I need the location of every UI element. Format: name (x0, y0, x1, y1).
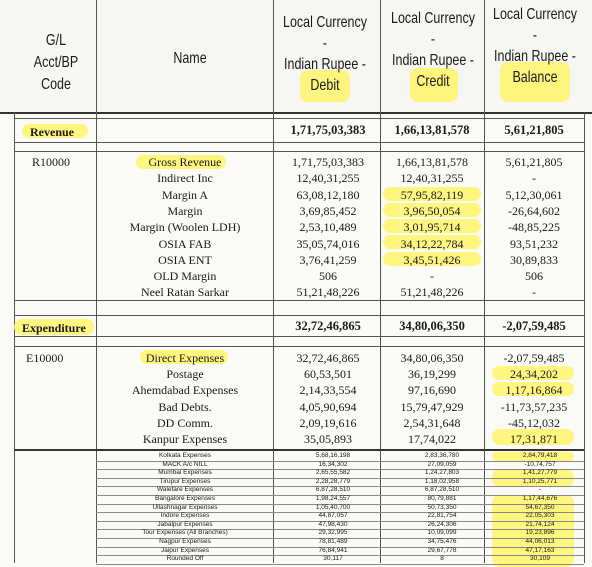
row-name: Jaipur Expenses (160, 546, 210, 554)
header-divider (96, 0, 97, 112)
row-balance: 21,74,124 (525, 520, 555, 528)
row-credit: 34,12,22,784 (400, 236, 464, 251)
row-credit: 12,40,31,255 (400, 171, 464, 186)
row-divider (14, 449, 584, 451)
row-balance: -26,64,602 (508, 203, 560, 218)
row-divider (14, 346, 584, 347)
row-debit: 16,34,302 (318, 460, 348, 468)
header-divider (273, 0, 274, 112)
row-debit: 30,117 (323, 555, 343, 563)
row-divider (14, 142, 584, 143)
row-name: Tour Expenses (All Branches) (142, 529, 228, 537)
row-balance: 44,06,013 (525, 538, 555, 545)
row-name: Gross Revenue (148, 155, 222, 169)
table-header (0, 0, 592, 114)
row-debit: 4,05,90,694 (299, 399, 357, 414)
row-debit: 63,08,12,180 (296, 187, 360, 202)
row-credit: 51,21,48,226 (400, 285, 464, 300)
row-balance: 5,12,30,061 (505, 187, 563, 202)
row-credit: 1,66,13,81,578 (396, 155, 468, 169)
row-credit: 27,09,059 (427, 460, 457, 468)
row-credit: 50,73,350 (427, 503, 457, 511)
row-balance: 1,41,27,779 (522, 469, 558, 477)
header-divider (484, 0, 485, 112)
row-debit: 35,05,893 (304, 432, 352, 446)
row-name: Kanpur Expenses (142, 432, 228, 446)
row-name: Direct Expenses (145, 351, 225, 365)
row-debit: 47,98,430 (318, 520, 348, 528)
row-debit: 5,68,16,198 (315, 452, 351, 459)
expenditure-balance: -2,07,59,485 (502, 319, 566, 333)
row-credit: 34,80,06,350 (400, 351, 464, 365)
row-name: MACK A/c NILL (162, 460, 208, 468)
row-balance: 506 (525, 269, 543, 284)
row-balance: 19,23,896 (525, 529, 555, 537)
row-name: Margin (Woolen LDH) (129, 220, 241, 235)
row-debit: 2,53,10,489 (299, 220, 357, 235)
row-debit: 2,14,33,554 (299, 383, 357, 398)
row-debit: 32,72,46,865 (296, 351, 360, 365)
row-name: Neel Ratan Sarkar (141, 285, 229, 300)
row-divider (14, 336, 584, 337)
row-balance: 24,34,202 (510, 367, 558, 382)
row-balance: 5,61,21,805 (505, 155, 563, 169)
row-balance: 1,10,25,771 (522, 477, 558, 485)
row-debit: 1,98,24,557 (315, 495, 351, 502)
row-name: Postage (166, 367, 204, 382)
row-name: Mumbai Expenses (158, 469, 212, 477)
row-name: Bad Debts. (158, 399, 212, 414)
row-credit: 8 (440, 555, 444, 563)
row-debit: 44,87,057 (318, 512, 348, 520)
row-credit: 2,54,31,648 (403, 415, 461, 430)
row-balance: 30,89,833 (510, 252, 558, 267)
row-divider (14, 315, 584, 316)
row-balance: 47,17,163 (525, 546, 555, 554)
row-balance: 93,51,232 (510, 236, 558, 251)
row-credit: 80,79,881 (427, 495, 457, 502)
column-divider (584, 112, 585, 563)
row-balance: 17,31,871 (510, 432, 558, 446)
row-debit: 29,32,995 (318, 529, 348, 537)
row-name: Margin (167, 203, 203, 218)
row-name: OLD Margin (153, 269, 217, 284)
row-debit: 1,05,40,700 (315, 503, 351, 511)
header-debit: Local Currency - Indian Rupee - Debit (283, 14, 367, 94)
header-name: Name (173, 50, 207, 67)
row-name: DD Comm. (156, 415, 213, 430)
row-name: Ahemdabad Expenses (131, 383, 239, 398)
row-credit: 22,81,754 (427, 512, 457, 520)
row-balance: -11,73,57,235 (500, 399, 568, 414)
row-credit: 97,16,690 (408, 383, 456, 398)
header-balance: Local Currency - Indian Rupee - Balance (493, 6, 577, 86)
row-balance: 54,67,350 (525, 503, 555, 511)
row-credit: 10,09,099 (427, 529, 457, 537)
row-divider (14, 118, 584, 119)
row-debit: 2,28,28,779 (315, 477, 351, 485)
row-balance: -48,85,225 (508, 220, 560, 235)
row-credit: - (430, 269, 434, 284)
row-credit: 36,19,299 (408, 367, 456, 382)
row-debit: 51,21,48,226 (296, 285, 360, 300)
row-debit: 1,71,75,03,383 (292, 155, 364, 169)
row-name: OSIA ENT (158, 252, 212, 267)
row-credit: 26,24,306 (427, 520, 457, 528)
row-credit: 3,01,95,714 (403, 220, 461, 235)
revenue-credit: 1,66,13,81,578 (394, 123, 470, 137)
column-divider (14, 112, 15, 563)
row-debit: 3,76,41,259 (299, 252, 357, 267)
row-name: Tirupur Expenses (159, 477, 211, 485)
row-credit: 15,79,47,929 (400, 399, 464, 414)
row-credit: 6,87,28,510 (424, 486, 460, 494)
header-divider (380, 0, 381, 112)
row-balance: - (532, 285, 536, 300)
row-name: Rounded Off (166, 555, 204, 563)
row-name: Ullashnagar Expenses (152, 503, 218, 511)
row-balance: 22,05,303 (525, 512, 555, 520)
row-balance: -2,07,59,485 (503, 351, 565, 365)
row-credit: 3,96,50,054 (403, 203, 461, 218)
revenue-label: Revenue (30, 125, 74, 139)
row-name: OSIA FAB (158, 236, 212, 251)
row-name: Indirect Inc (157, 171, 213, 186)
row-name: Bangalore Expenses (155, 495, 215, 502)
row-balance: 1,17,16,864 (505, 383, 563, 398)
row-balance: -10,74,757 (524, 460, 556, 468)
row-credit: 1,18,02,958 (424, 477, 460, 485)
row-debit: 2,65,55,582 (315, 469, 351, 477)
header-code: G/L Acct/BP Code (33, 32, 79, 93)
row-debit: 76,84,941 (318, 546, 348, 554)
row-credit: 17,74,022 (408, 432, 456, 446)
revenue-balance: 5,61,21,805 (504, 123, 564, 137)
revenue-debit: 1,71,75,03,383 (290, 123, 366, 137)
row-name: Walefare Expenses (156, 486, 214, 494)
row-name: Indore Expenses (160, 512, 210, 520)
header-credit: Local Currency - Indian Rupee - Credit (391, 10, 475, 90)
table-row (96, 555, 584, 565)
row-credit: 2,83,36,780 (424, 452, 460, 459)
row-debit: 12,40,31,255 (296, 171, 360, 186)
row-debit: 78,81,489 (318, 538, 348, 545)
row-name: Margin A (161, 187, 209, 202)
row-balance: -45,12,032 (508, 415, 560, 430)
row-balance: - (532, 171, 536, 186)
row-debit: 506 (319, 269, 337, 284)
row-debit: 6,87,28,510 (315, 486, 351, 494)
row-credit: 1,24,27,803 (424, 469, 460, 477)
row-name: Nagpur Expenses (159, 538, 211, 545)
row-balance: 30,109 (530, 555, 550, 563)
row-divider (14, 151, 584, 152)
row-credit: 29,67,778 (427, 546, 457, 554)
row-code: E10000 (26, 351, 64, 365)
row-balance: 2,84,79,418 (522, 452, 558, 459)
row-balance: 1,17,44,676 (522, 495, 558, 502)
row-credit: 34,75,476 (427, 538, 457, 545)
row-debit: 2,09,19,616 (299, 415, 357, 430)
table-body (0, 112, 592, 563)
row-debit: 3,69,85,452 (299, 203, 357, 218)
row-name: Kolkata Expenses (158, 452, 212, 459)
row-code: R10000 (32, 155, 71, 169)
row-credit: 57,95,82,119 (400, 187, 464, 202)
row-balance: - (538, 486, 542, 494)
expenditure-debit: 32,72,46,865 (295, 319, 361, 333)
row-credit: 3,45,51,426 (403, 252, 461, 267)
row-name: Jabalpur Expenses (157, 520, 213, 528)
row-debit: 60,53,501 (304, 367, 352, 382)
expenditure-credit: 34,80,06,350 (399, 319, 465, 333)
expenditure-label: Expenditure (22, 321, 86, 335)
row-debit: 35,05,74,016 (296, 236, 360, 251)
